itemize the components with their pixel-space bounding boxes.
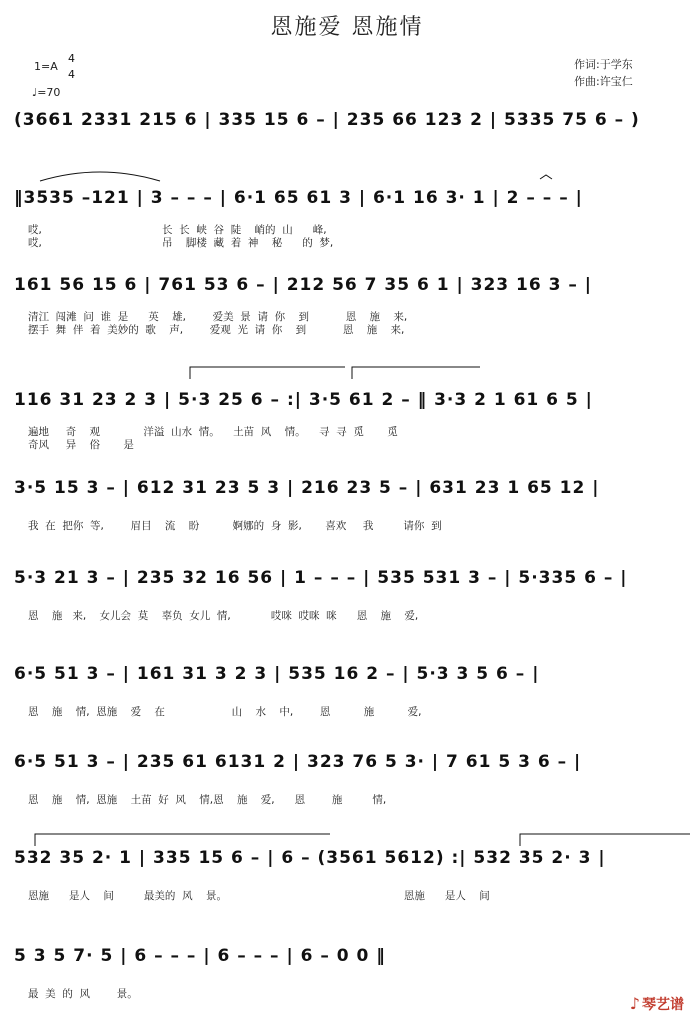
lyric-line-1: 最 美 的 风 景。 [28, 988, 138, 1000]
song-title: 恩施爱 恩施情 [270, 15, 424, 40]
lyric-line-2: 哎, 吊 脚楼 藏 着 神 秘 的 梦, [28, 237, 334, 249]
key-signature [34, 60, 58, 73]
tempo-marking: ♩=70 [32, 86, 61, 99]
lyric-line-1: 恩 施 情, 恩施 爱 在 山 水 中, 恩 施 爱, [28, 706, 422, 718]
watermark-text: 琴艺谱 [642, 997, 684, 1013]
time-signature-bottom: 4 [68, 68, 75, 81]
notes-line: 6·5 51 3 – | 235 61 6131 2 | 323 76 5 3· | 7 61 5 3 6 – | [14, 752, 582, 772]
notes-line: 532 35 2· 1 | 335 15 6 – | 6 – (3561 5612) :| 532 35 2· 3 | [14, 848, 606, 868]
time-signature-top: 4 [68, 52, 75, 65]
notes-line: 161 56 15 6 | 761 53 6 – | 212 56 7 35 6 1 | 323 16 3 – | [14, 275, 592, 295]
lyric-line-2: 摆手 舞 伴 着 美妙的 歌 声, 爱观 光 请 你 到 恩 施 来, [28, 324, 405, 336]
notes-line: 3·5 15 3 – | 612 31 23 5 3 | 216 23 5 – | 631 23 1 65 12 | [14, 478, 600, 498]
composer-credit: 作曲:许宝仁 [574, 75, 633, 88]
lyricist-credit: 作词:于学东 [574, 58, 633, 71]
watermark-logo [630, 994, 684, 1014]
notes-line: 116 31 23 2 3 | 5·3 25 6 – :| 3·5 61 2 – ‖ 3·3 2 1 61 6 5 | [14, 390, 593, 410]
key-text: 1=A [34, 60, 58, 73]
lyric-line-1: 恩 施 来, 女儿会 莫 辜负 女儿 情, 哎咪 哎咪 咪 恩 施 爱, [28, 610, 419, 622]
lyric-line-1: 恩施 是人 间 最美的 风 景。 恩施 是人 间 [28, 890, 490, 902]
lyric-line-1: 恩 施 情, 恩施 土苗 好 风 情,恩 施 爱, 恩 施 情, [28, 794, 387, 806]
lyric-line-1: 哎, 长 长 峡 谷 陡 峭的 山 峰, [28, 224, 327, 236]
lyric-line-1: 遍地 奇 观 洋溢 山水 情。 土苗 风 情。 寻 寻 觅 觅 [28, 426, 398, 438]
notes-line: 5·3 21 3 – | 235 32 16 56 | 1 – – – | 535 531 3 – | 5·335 6 – | [14, 568, 628, 588]
notes-line: ‖3535 –121 | 3 – – – | 6·1 65 61 3 | 6·1 16 3· 1 | 2 – – – | [14, 188, 583, 208]
lyric-line-1: 清江 闯滩 问 谁 是 英 雄, 爱美 景 请 你 到 恩 施 来, [28, 311, 408, 323]
notes-line: (3661 2331 215 6 | 335 15 6 – | 235 66 123 2 | 5335 75 6 – ) [14, 110, 640, 130]
notes-line: 6·5 51 3 – | 161 31 3 2 3 | 535 16 2 – | 5·3 3 5 6 – | [14, 664, 540, 684]
logo-icon: ♪ [629, 994, 640, 1013]
lyric-line-2: 奇风 异 俗 是 [28, 439, 134, 451]
notes-line: 5 3 5 7· 5 | 6 – – – | 6 – – – | 6 – 0 0 ‖ [14, 946, 386, 966]
lyric-line-1: 我 在 把你 等, 眉目 流 盼 婀娜的 身 影, 喜欢 我 请你 到 [28, 520, 442, 532]
